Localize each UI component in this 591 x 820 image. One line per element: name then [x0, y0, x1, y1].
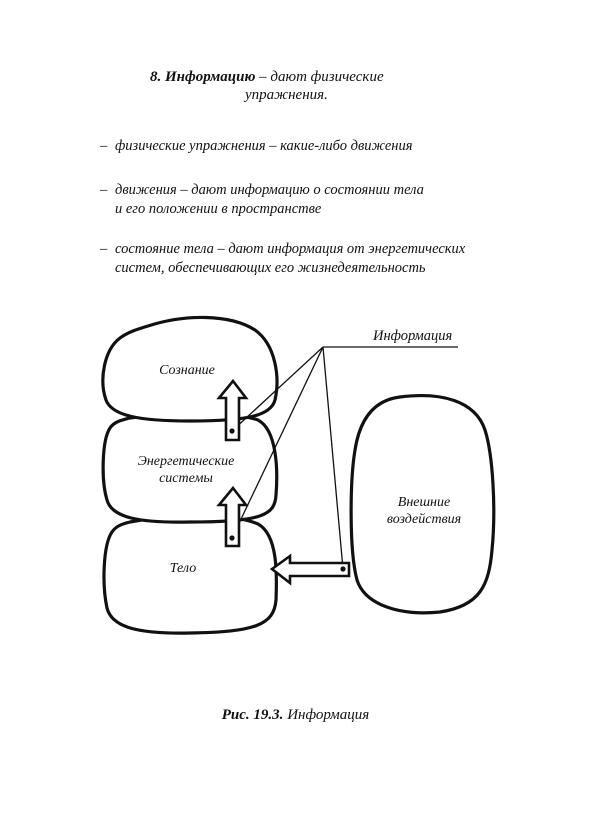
- heading-rest-line2: упражнения.: [245, 87, 328, 103]
- heading-rest-line1: – дают физические: [259, 69, 384, 85]
- label-external-line2: воздействия: [386, 512, 462, 527]
- heading-number: 8.: [150, 69, 162, 85]
- label-information: Информация: [373, 328, 453, 344]
- arrow-left-to-body: [272, 556, 349, 583]
- connector-dot: [340, 566, 345, 571]
- list-dash: –: [100, 138, 108, 154]
- caption-prefix: Рис. 19.3.: [221, 707, 284, 723]
- figure-caption: [0, 707, 591, 724]
- label-energy-line1: Энергетические: [137, 454, 235, 469]
- caption-title: Информация: [287, 707, 370, 723]
- list-item-line1: движения – дают информацию о состоянии тела: [115, 182, 424, 198]
- list-dash: –: [100, 241, 108, 257]
- label-body: Тело: [169, 561, 197, 576]
- heading-term: Информацию: [165, 69, 256, 85]
- connector-dot: [229, 535, 234, 540]
- list-dash: –: [100, 182, 108, 198]
- list-item-line2: и его положении в пространстве: [115, 201, 322, 217]
- list-item-line2: систем, обеспечивающих его жизнедеятельность: [115, 260, 426, 276]
- label-external-line1: Внешние: [397, 495, 451, 510]
- list-item-line1: состояние тела – дают информация от энергетических: [115, 241, 466, 257]
- list-item-line1: физические упражнения – какие-либо движения: [115, 138, 413, 154]
- label-consciousness: Сознание: [159, 363, 215, 378]
- label-energy-line2: системы: [159, 471, 213, 486]
- info-line-to-body-arrow: [323, 347, 343, 569]
- connector-dot: [229, 428, 234, 433]
